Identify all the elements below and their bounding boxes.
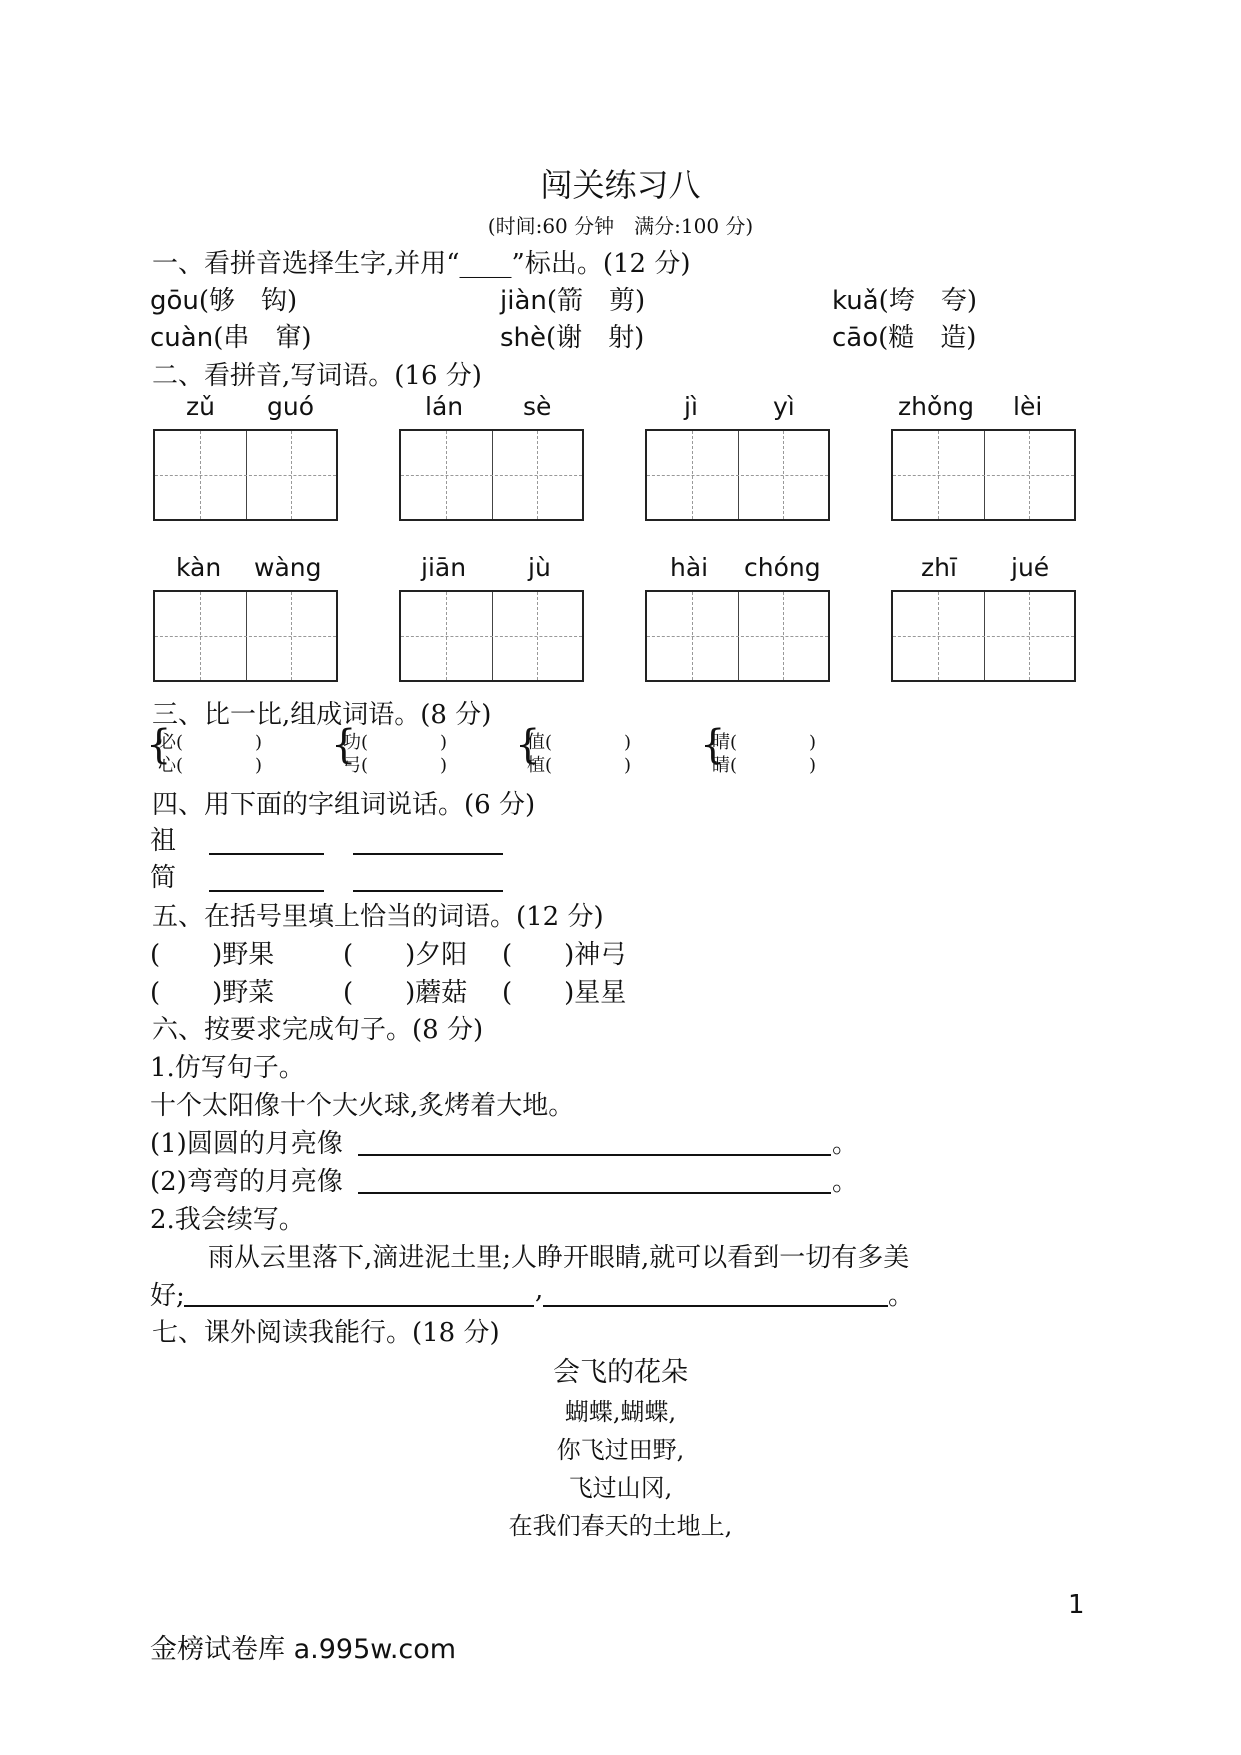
section-5-heading: 五、在括号里填上恰当的词语。(12 分) [152, 902, 604, 932]
section-1-heading: 一、看拼音选择生字,并用“____”标出。(12 分) [152, 249, 691, 279]
brace: { [700, 722, 726, 768]
page-title: 闯关练习八 [540, 166, 701, 204]
fill-item: ( )夕阳 [343, 940, 468, 970]
pinyin-syllable: lèi [1013, 392, 1043, 421]
period: 。 [832, 1167, 859, 1197]
pinyin-syllable: zǔ [186, 392, 215, 421]
pinyin-syllable: jì [684, 392, 698, 421]
writing-grid[interactable] [645, 429, 830, 521]
pinyin-syllable: kàn [176, 553, 222, 582]
compare-item: 睛( ) [712, 755, 817, 776]
pinyin-choice [150, 317, 311, 354]
pinyin: cāo [832, 323, 879, 353]
writing-grid[interactable] [399, 429, 584, 521]
char-options: (谢 射) [546, 323, 645, 353]
char-options: (箭 剪) [546, 286, 646, 316]
pinyin-syllable: jué [1011, 553, 1050, 582]
writing-grid[interactable] [891, 590, 1076, 682]
word-char: 简 [150, 863, 177, 893]
char-options: (糙 造) [878, 323, 977, 353]
pinyin-choice [150, 280, 297, 317]
fill-item: ( )神弓 [502, 940, 627, 970]
question-2: 2.我会续写。 [150, 1205, 305, 1235]
answer-line[interactable] [353, 853, 503, 855]
word-char: 祖 [150, 826, 177, 856]
pinyin-choice [832, 280, 977, 317]
pinyin: cuàn [150, 323, 214, 353]
fill-item: ( )蘑菇 [343, 978, 468, 1008]
section-4-heading: 四、用下面的字组词说话。(6 分) [152, 790, 536, 820]
pinyin-syllable: jiān [421, 553, 467, 582]
continuation-paragraph: 雨从云里落下,滴进泥土里;人睁开眼睛,就可以看到一切有多美 [208, 1243, 910, 1273]
page-subtitle: (时间:60 分钟 满分:100 分) [487, 214, 754, 238]
compare-item: 功( ) [343, 732, 448, 753]
page-number: 1 [1068, 1590, 1085, 1620]
pinyin: gōu [150, 286, 199, 316]
char-options: (垮 夸) [878, 286, 977, 316]
answer-line[interactable] [543, 1305, 888, 1307]
answer-line[interactable] [358, 1192, 831, 1194]
fill-item: ( )星星 [502, 978, 627, 1008]
pinyin-syllable: guó [267, 392, 315, 421]
comma: , [535, 1275, 544, 1305]
section-3-heading: 三、比一比,组成词语。(8 分) [152, 700, 492, 730]
pinyin-syllable: yì [773, 392, 795, 421]
poem-line: 你飞过田野, [556, 1436, 685, 1464]
pinyin-syllable: zhǒng [898, 392, 974, 421]
prompt-1: (1)圆圆的月亮像 [150, 1129, 343, 1159]
period: 。 [832, 1129, 859, 1159]
compare-item: 心( ) [158, 755, 263, 776]
writing-grid[interactable] [645, 590, 830, 682]
fill-item: ( )野菜 [150, 978, 275, 1008]
footer-watermark: 金榜试卷库 a.995w.com [150, 1634, 457, 1665]
writing-grid[interactable] [153, 429, 338, 521]
pinyin-choice [832, 317, 976, 354]
brace: { [515, 722, 541, 768]
writing-grid[interactable] [399, 590, 584, 682]
answer-line[interactable] [209, 890, 324, 892]
compare-item: 值( ) [527, 732, 632, 753]
compare-item: 弓( ) [343, 755, 448, 776]
pinyin-syllable: hài [670, 553, 709, 582]
period: 。 [888, 1281, 915, 1311]
example-sentence: 十个太阳像十个大火球,炙烤着大地。 [150, 1091, 575, 1121]
answer-line[interactable] [184, 1305, 534, 1307]
pinyin-choice [500, 317, 644, 354]
answer-line[interactable] [353, 890, 503, 892]
brace: { [331, 722, 357, 768]
pinyin: shè [500, 323, 547, 353]
char-options: (串 窜) [213, 323, 312, 353]
section-6-heading: 六、按要求完成句子。(8 分) [152, 1015, 484, 1045]
answer-line[interactable] [358, 1154, 831, 1156]
answer-line[interactable] [209, 853, 324, 855]
compare-item: 植( ) [527, 755, 632, 776]
continuation-start: 好; [150, 1281, 185, 1311]
question-1: 1.仿写句子。 [150, 1053, 305, 1083]
pinyin-syllable: wàng [254, 553, 322, 582]
writing-grid[interactable] [153, 590, 338, 682]
compare-item: 必( ) [158, 732, 263, 753]
pinyin-syllable: jù [528, 553, 551, 582]
fill-item: ( )野果 [150, 940, 275, 970]
prompt-2: (2)弯弯的月亮像 [150, 1167, 343, 1197]
poem-line: 蝴蝶,蝴蝶, [564, 1398, 677, 1426]
pinyin-choice [500, 280, 645, 317]
char-options: (够 钩) [198, 286, 298, 316]
poem-line: 飞过山冈, [568, 1474, 673, 1502]
pinyin-syllable: lán [425, 392, 464, 421]
pinyin-syllable: sè [523, 392, 552, 421]
pinyin-syllable: chóng [744, 553, 821, 582]
pinyin: jiàn [500, 286, 547, 316]
section-2-heading: 二、看拼音,写词语。(16 分) [152, 361, 482, 391]
compare-item: 晴( ) [712, 732, 817, 753]
poem-line: 在我们春天的土地上, [508, 1512, 733, 1540]
poem-title: 会飞的花朵 [553, 1357, 688, 1388]
section-7-heading: 七、课外阅读我能行。(18 分) [152, 1318, 500, 1348]
pinyin: kuǎ [832, 286, 879, 316]
brace: { [146, 722, 172, 768]
pinyin-syllable: zhī [921, 553, 957, 582]
writing-grid[interactable] [891, 429, 1076, 521]
